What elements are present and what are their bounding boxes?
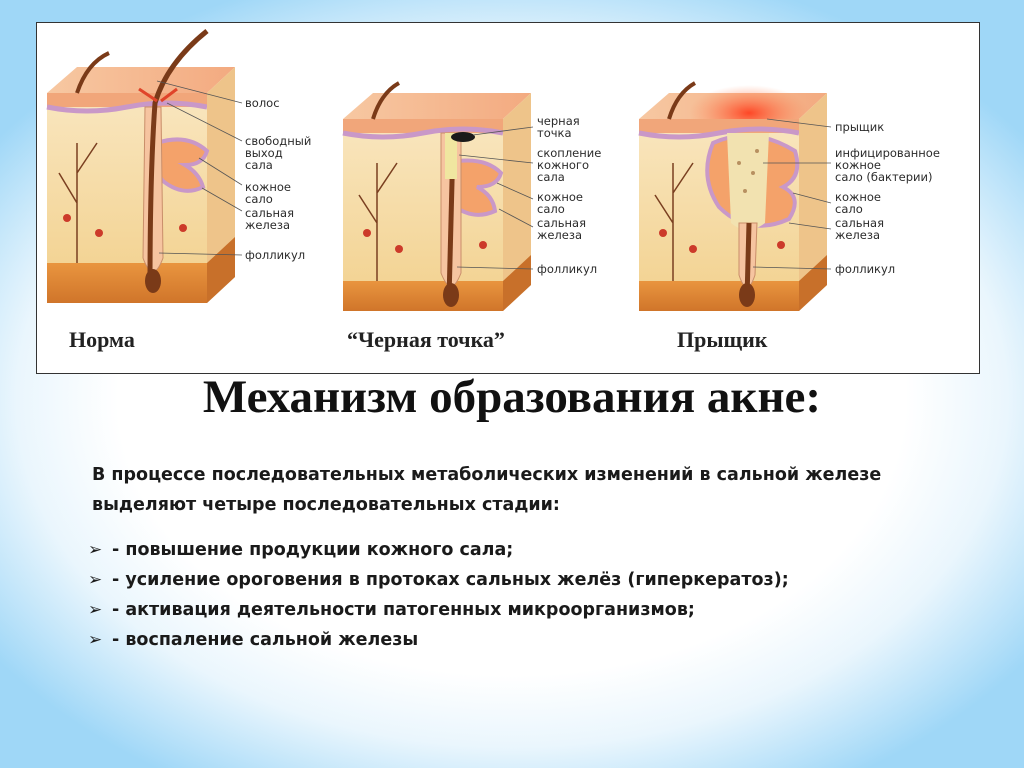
- label-accumulation-3: сала: [537, 170, 565, 184]
- panel-blackhead: [343, 83, 601, 352]
- label-follicle: фолликул: [245, 248, 306, 262]
- panel-normal: [47, 31, 311, 352]
- label-sebum-2: сало: [835, 202, 863, 216]
- label-sebum-1: кожное: [835, 190, 881, 204]
- label-pimple: прыщик: [835, 120, 885, 134]
- label-hair: волос: [245, 96, 280, 110]
- arrow-bullet-icon: ➢: [88, 600, 103, 620]
- stage-text: - воспаление сальной железы: [112, 630, 419, 650]
- label-sebum-1: кожное: [537, 190, 583, 204]
- label-follicle: фолликул: [835, 262, 896, 276]
- caption-pimple: Прыщик: [677, 327, 768, 352]
- list-item: [88, 625, 789, 655]
- label-gland-2: железа: [537, 228, 583, 242]
- page-title: Механизм образования акне:: [202, 371, 822, 423]
- label-infected-3: сало (бактерии): [835, 170, 933, 184]
- label-infected-1: инфицированное: [835, 146, 940, 160]
- list-item: [88, 565, 789, 595]
- skin-diagram-figure: [36, 22, 980, 374]
- caption-normal: Норма: [69, 327, 135, 352]
- label-sebum-2: сало: [537, 202, 565, 216]
- label-accumulation-1: скопление: [537, 146, 602, 160]
- label-free-outlet-3: сала: [245, 158, 273, 172]
- arrow-bullet-icon: ➢: [88, 540, 103, 560]
- stage-text: - повышение продукции кожного сала;: [112, 540, 514, 560]
- arrow-bullet-icon: ➢: [88, 570, 103, 590]
- label-infected-2: кожное: [835, 158, 881, 172]
- stages-list: [88, 535, 789, 655]
- label-gland-1: сальная: [537, 216, 586, 230]
- label-sebum-2: сало: [245, 192, 273, 206]
- caption-blackhead: “Черная точка”: [347, 327, 505, 352]
- list-item: [88, 535, 789, 565]
- label-accumulation-2: кожного: [537, 158, 589, 172]
- list-item: [88, 595, 789, 625]
- label-blackhead-2: точка: [537, 126, 572, 140]
- label-free-outlet-2: выход: [245, 146, 283, 160]
- label-gland-2: железа: [245, 218, 291, 232]
- skin-diagram-svg: [37, 23, 978, 372]
- label-gland-1: сальная: [245, 206, 294, 220]
- label-gland-2: железа: [835, 228, 881, 242]
- stage-text: - усиление ороговения в протоках сальных желёз (гиперкератоз);: [112, 570, 789, 590]
- stage-text: - активация деятельности патогенных микроорганизмов;: [112, 600, 695, 620]
- label-follicle: фолликул: [537, 262, 598, 276]
- label-blackhead-1: черная: [537, 114, 580, 128]
- panel-pimple: [639, 83, 940, 352]
- label-sebum-1: кожное: [245, 180, 291, 194]
- arrow-bullet-icon: ➢: [88, 630, 103, 650]
- intro-paragraph: В процессе последовательных метаболических изменений в сальной железе выделяют четыре последовательных стадии:: [92, 465, 882, 515]
- label-gland-1: сальная: [835, 216, 884, 230]
- label-free-outlet-1: свободный: [245, 134, 312, 148]
